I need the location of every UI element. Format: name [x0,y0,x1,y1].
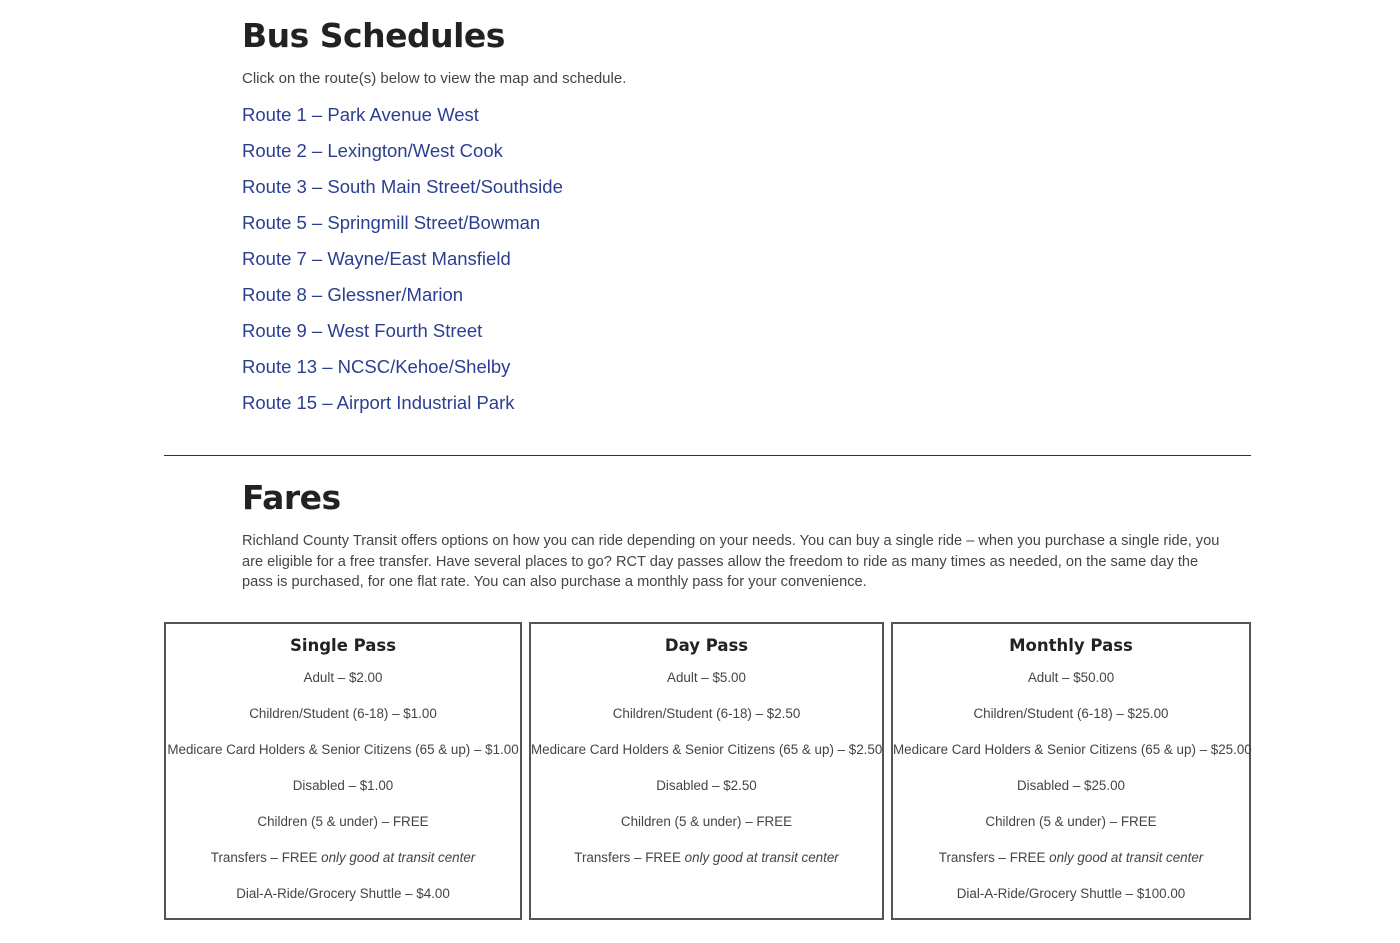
list-item [242,211,563,247]
fare-item: Children (5 & under) – FREE [620,814,793,829]
fares-heading: Fares [242,478,341,517]
transfer-note: only good at transit center [684,850,839,865]
list-item [242,247,563,283]
fare-item: Children/Student (6-18) – $25.00 [973,706,1169,721]
route-list [242,103,563,427]
route-1-link[interactable]: Route 1 – Park Avenue West [242,104,479,125]
fare-item: Medicare Card Holders & Senior Citizens (65 & up) – $2.50 [531,742,883,757]
fare-item-transfers [166,848,520,884]
route-3-link[interactable]: Route 3 – South Main Street/Southside [242,176,563,197]
list-item [242,139,563,175]
fare-item: Adult – $50.00 [1027,670,1115,685]
single-pass-card [164,622,522,920]
fare-item: Dial-A-Ride/Grocery Shuttle – $100.00 [956,886,1186,901]
transfer-label: Transfers – FREE [210,850,322,865]
list-item [242,319,563,355]
transfer-label: Transfers – FREE [938,850,1050,865]
day-pass-card [529,622,884,920]
section-divider [164,455,1251,456]
card-title: Single Pass [289,636,397,655]
fare-item: Adult – $2.00 [303,670,383,685]
route-13-link[interactable]: Route 13 – NCSC/Kehoe/Shelby [242,356,511,377]
fare-item: Dial-A-Ride/Grocery Shuttle – $4.00 [236,886,450,901]
list-item [242,355,563,391]
fare-item: Medicare Card Holders & Senior Citizens (65 & up) – $1.00 [167,742,519,757]
fare-item: Children/Student (6-18) – $1.00 [249,706,437,721]
card-title: Day Pass [664,636,749,655]
route-7-link[interactable]: Route 7 – Wayne/East Mansfield [242,248,511,269]
fare-item: Adult – $5.00 [667,670,746,685]
list-item [242,103,563,139]
fare-list [166,668,520,920]
fare-item: Disabled – $25.00 [1017,778,1125,793]
fare-item: Medicare Card Holders & Senior Citizens (65 & up) – $25.00 [893,742,1252,757]
monthly-pass-card [891,622,1251,920]
list-item [242,175,563,211]
transfer-label: Transfers – FREE [574,850,685,865]
fare-item-transfers [531,848,882,884]
fare-list [893,668,1252,920]
fare-item: Disabled – $1.00 [292,778,394,793]
fare-item: Disabled – $2.50 [656,778,757,793]
fares-intro: Richland County Transit offers options on how you can ride depending on your needs. You can buy a single ride – when you purchase a single ride, you are eligible for a free transfer. Have several places to go? RCT day passes allow the freedom to ride as many times as needed, on the same day the pass is purchased, for one flat rate. You can also purchase a monthly pass for your convenience. [242,533,1220,590]
route-9-link[interactable]: Route 9 – West Fourth Street [242,320,483,341]
card-title: Monthly Pass [1009,636,1133,655]
fare-item-transfers [893,848,1249,884]
fare-item: Children/Student (6-18) – $2.50 [612,706,801,721]
fare-list [531,668,882,884]
bus-schedules-heading: Bus Schedules [242,16,505,55]
transfer-note: only good at transit center [1049,850,1204,865]
bus-schedules-intro: Click on the route(s) below to view the map and schedule. [242,70,627,87]
fare-item: Children (5 & under) – FREE [257,814,429,829]
route-15-link[interactable]: Route 15 – Airport Industrial Park [242,392,515,413]
fare-item: Children (5 & under) – FREE [985,814,1157,829]
route-8-link[interactable]: Route 8 – Glessner/Marion [242,284,464,305]
list-item [242,391,563,427]
transfer-note: only good at transit center [321,850,476,865]
list-item [242,283,563,319]
route-5-link[interactable]: Route 5 – Springmill Street/Bowman [242,212,541,233]
route-2-link[interactable]: Route 2 – Lexington/West Cook [242,140,503,161]
